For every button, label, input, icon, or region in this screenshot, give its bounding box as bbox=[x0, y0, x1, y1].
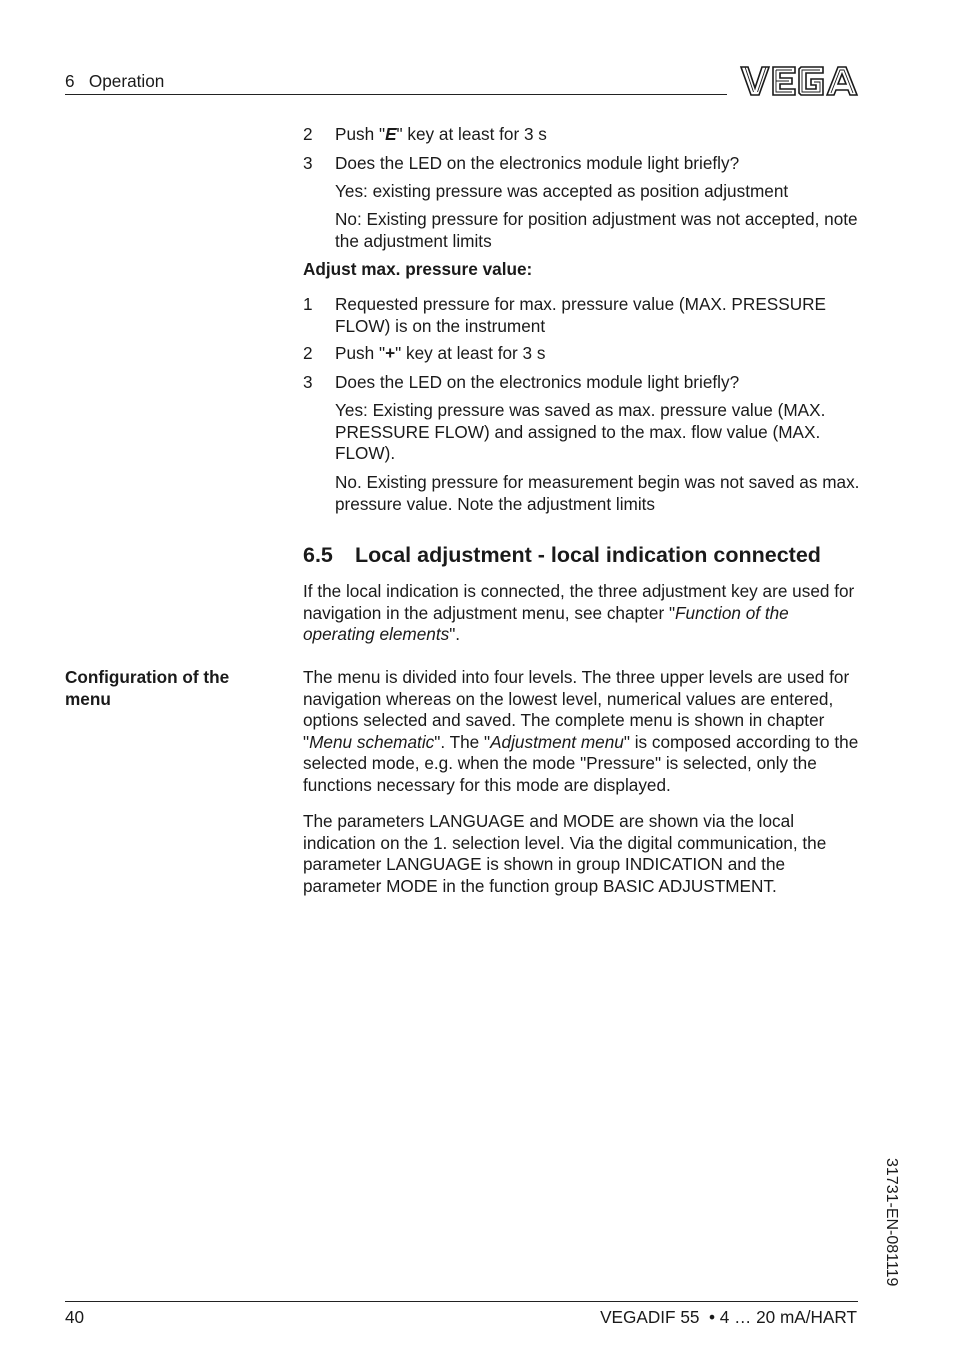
chapter-reference: Menu schematic bbox=[309, 731, 435, 752]
step-led-check bbox=[303, 153, 863, 175]
margin-label-configuration: Configuration of the menu bbox=[65, 667, 230, 709]
intro-text: If the local indication is connected, the three adjustment key are used for navigation in the adjustment menu, see chapter " bbox=[303, 581, 855, 623]
header-chapter: 6 Operation bbox=[65, 71, 165, 91]
section-title: Local adjustment - local indication connected bbox=[355, 543, 821, 567]
step-text: " key at least for 3 s bbox=[395, 343, 546, 363]
key-e: E bbox=[385, 124, 397, 144]
vega-logo bbox=[739, 64, 859, 98]
answer-no: No: Existing pressure for position adjustment was not accepted, note the adjustment limits bbox=[335, 209, 858, 251]
document-code: 31731-EN-081119 bbox=[883, 1158, 900, 1287]
max-step-1 bbox=[303, 294, 863, 337]
step-text: Push " bbox=[335, 124, 386, 144]
para-text: ". The " bbox=[434, 731, 491, 752]
section-heading bbox=[303, 542, 821, 568]
section-number: 6.5 bbox=[303, 543, 333, 567]
chapter-reference: Function of the operating elements bbox=[303, 602, 789, 645]
max-step-2 bbox=[303, 343, 863, 365]
step-text: Does the LED on the electronics module light briefly? bbox=[335, 153, 740, 173]
chapter-reference: Adjustment menu bbox=[490, 731, 624, 752]
step-text: " key at least for 3 s bbox=[396, 124, 547, 144]
vega-logo-icon bbox=[739, 64, 859, 98]
para-text: The menu is divided into four levels. The three upper levels are used for navigation whereas on the lowest level, numerical values are entered, options selected and saved. The complete menu is shown in chapter " bbox=[303, 667, 850, 752]
step-number: 1 bbox=[303, 294, 313, 314]
answer-yes: Yes: existing pressure was accepted as position adjustment bbox=[335, 181, 789, 201]
subheading-adjust-max: Adjust max. pressure value: bbox=[303, 259, 533, 279]
max-step-3 bbox=[303, 372, 863, 394]
footer-rule bbox=[65, 1301, 858, 1302]
config-paragraph-1 bbox=[303, 667, 863, 797]
para-text: " is composed according to the selected mode, e.g. when the mode "Pressure" is selected, only the functions necessary for this mode are displayed. bbox=[303, 731, 859, 795]
step-text: Does the LED on the electronics module light briefly? bbox=[335, 372, 740, 392]
step-push-e bbox=[303, 124, 863, 146]
config-paragraph-2: The parameters LANGUAGE and MODE are shown via the local indication on the 1. selection level. Via the digital communication, the parameter LANGUAGE is shown in group INDICATION and the parameter MODE in the function group BASIC ADJUSTMENT. bbox=[303, 811, 827, 896]
header-rule bbox=[65, 94, 727, 95]
key-plus: + bbox=[385, 343, 396, 363]
footer-product: VEGADIF 55 • 4 … 20 mA/HART bbox=[600, 1307, 857, 1327]
step-number: 2 bbox=[303, 124, 313, 144]
intro-text: ". bbox=[449, 624, 461, 645]
section-intro bbox=[303, 581, 863, 646]
step-text: Requested pressure for max. pressure value (MAX. PRESSURE FLOW) is on the instrument bbox=[335, 294, 826, 336]
step-number: 3 bbox=[303, 153, 313, 173]
page-number: 40 bbox=[65, 1307, 85, 1327]
max-answer-yes: Yes: Existing pressure was saved as max. pressure value (MAX. PRESSURE FLOW) and assigned to the max. flow value (MAX. FLOW). bbox=[335, 400, 826, 464]
step-text: Push " bbox=[335, 343, 386, 363]
step-number: 3 bbox=[303, 372, 313, 392]
max-answer-no: No. Existing pressure for measurement begin was not saved as max. pressure value. Note the adjustment limits bbox=[335, 472, 860, 514]
step-number: 2 bbox=[303, 343, 313, 363]
